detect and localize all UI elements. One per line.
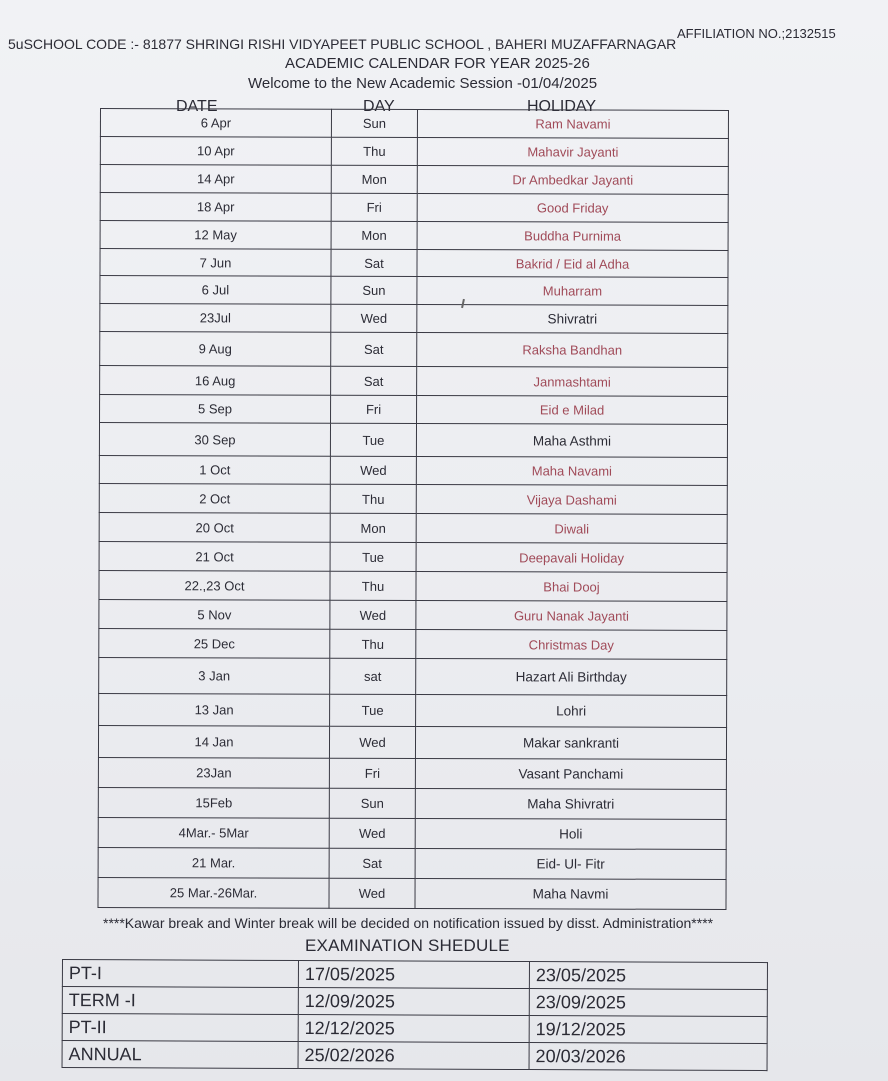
holiday-row xyxy=(99,693,727,727)
holiday-day-cell: Thu xyxy=(330,571,416,600)
holiday-day-cell: Wed xyxy=(330,456,416,484)
holiday-holiday-cell: Good Friday xyxy=(417,193,728,222)
holiday-day-cell: Thu xyxy=(330,484,416,513)
holiday-holiday-cell: Maha Navmi xyxy=(415,878,726,909)
holiday-row xyxy=(99,570,727,601)
holiday-row xyxy=(99,512,727,543)
holiday-holiday-cell: Raksha Bandhan xyxy=(417,332,728,367)
holiday-holiday-cell: Vasant Panchami xyxy=(415,758,726,789)
holiday-holiday-cell: Holi xyxy=(415,818,726,849)
holiday-holiday-cell: Bhai Dooj xyxy=(416,571,727,601)
holiday-day-cell: sat xyxy=(330,658,416,694)
holiday-holiday-cell: Eid- Ul- Fitr xyxy=(415,848,726,879)
calendar-title: ACADEMIC CALENDAR FOR YEAR 2025-26 xyxy=(285,55,590,72)
exam-start-cell: 17/05/2025 xyxy=(298,961,529,989)
holiday-day-cell: Tue xyxy=(330,423,416,456)
holiday-row xyxy=(98,817,726,849)
holiday-day-cell: Thu xyxy=(330,629,416,658)
holiday-day-cell: Tue xyxy=(330,694,416,726)
exam-row xyxy=(62,1041,767,1071)
exam-row xyxy=(62,1014,767,1044)
affiliation-number: AFFILIATION NO.;2132515 xyxy=(677,26,836,41)
holiday-row xyxy=(100,109,728,139)
holiday-holiday-cell: Christmas Day xyxy=(416,629,727,659)
holiday-row xyxy=(99,455,727,485)
holiday-row xyxy=(99,483,727,514)
holiday-row xyxy=(99,423,727,458)
holiday-holiday-cell: Mahavir Jayanti xyxy=(417,137,728,166)
holiday-holiday-cell: Dr Ambedkar Jayanti xyxy=(417,165,728,194)
break-note: ****Kawar break and Winter break will be decided on notification issued by disst. Administration**** xyxy=(103,915,714,931)
holiday-row xyxy=(100,395,728,425)
holiday-holiday-cell: Bakrid / Eid al Adha xyxy=(417,249,728,277)
exam-start-cell: 25/02/2026 xyxy=(298,1042,529,1070)
holiday-holiday-cell: Maha Navami xyxy=(416,456,727,485)
holiday-holiday-cell: Guru Nanak Jayanti xyxy=(416,600,727,630)
holiday-row xyxy=(100,221,728,251)
holiday-day-cell: Sat xyxy=(331,366,417,395)
holiday-date-cell: 18 Apr xyxy=(100,193,331,222)
holiday-row xyxy=(100,165,728,195)
holiday-row xyxy=(100,304,728,334)
holiday-holiday-cell: Deepavali Holiday xyxy=(416,542,727,572)
holiday-day-cell: Wed xyxy=(331,304,417,332)
holiday-date-cell: 3 Jan xyxy=(99,657,330,694)
exam-start-cell: 12/12/2025 xyxy=(298,1015,529,1043)
school-code-line: 5uSCHOOL CODE :- 81877 SHRINGI RISHI VIDYAPEET PUBLIC SCHOOL , BAHERI MUZAFFARNAGAR xyxy=(8,36,677,52)
holiday-date-cell: 25 Mar.-26Mar. xyxy=(98,877,329,908)
exam-schedule-table xyxy=(62,959,768,1071)
holiday-day-cell: Sat xyxy=(331,332,417,366)
column-header-date: DATE xyxy=(176,98,218,115)
holiday-row xyxy=(100,249,728,278)
holiday-day-cell: Sun xyxy=(331,109,417,137)
holiday-row xyxy=(98,847,726,879)
holiday-date-cell: 23Jul xyxy=(100,304,331,333)
holiday-holiday-cell: Eid e Milad xyxy=(417,395,728,424)
holiday-date-cell: 12 May xyxy=(100,221,331,250)
holiday-date-cell: 16 Aug xyxy=(100,366,331,396)
column-header-day: DAY xyxy=(363,98,395,115)
holiday-holiday-cell: Hazart Ali Birthday xyxy=(416,658,727,695)
holiday-date-cell: 5 Nov xyxy=(99,599,330,629)
holiday-table xyxy=(97,108,729,910)
holiday-row xyxy=(98,787,726,819)
holiday-date-cell: 30 Sep xyxy=(99,423,330,457)
exam-row xyxy=(62,960,767,990)
holiday-holiday-cell: Lohri xyxy=(416,694,727,727)
holiday-date-cell: 6 Apr xyxy=(100,109,331,138)
holiday-row xyxy=(100,332,728,368)
holiday-day-cell: Mon xyxy=(331,221,417,249)
holiday-date-cell: 7 Jun xyxy=(100,249,331,277)
holiday-holiday-cell: Buddha Purnima xyxy=(417,221,728,250)
holiday-row xyxy=(100,366,728,397)
holiday-date-cell: 14 Apr xyxy=(100,165,331,194)
holiday-date-cell: 6 Jul xyxy=(100,276,331,305)
holiday-day-cell: Tue xyxy=(330,542,416,571)
holiday-day-cell: Wed xyxy=(329,726,415,758)
holiday-day-cell: Mon xyxy=(330,513,416,542)
holiday-date-cell: 25 Dec xyxy=(99,628,330,658)
holiday-holiday-cell: Janmashtami xyxy=(417,366,728,396)
holiday-day-cell: Fri xyxy=(329,758,415,788)
holiday-day-cell: Wed xyxy=(329,818,415,848)
holiday-date-cell: 15Feb xyxy=(98,787,329,818)
holiday-date-cell: 9 Aug xyxy=(100,332,331,367)
holiday-date-cell: 21 Mar. xyxy=(98,847,329,878)
holiday-row xyxy=(100,137,728,167)
holiday-row xyxy=(100,193,728,223)
holiday-row xyxy=(98,877,726,909)
holiday-holiday-cell: Ram Navami xyxy=(417,109,728,138)
exam-start-cell: 12/09/2025 xyxy=(298,988,529,1016)
holiday-date-cell: 5 Sep xyxy=(100,395,331,424)
holiday-holiday-cell: Makar sankranti xyxy=(415,726,726,759)
holiday-holiday-cell: Muharram xyxy=(417,276,728,305)
holiday-holiday-cell: Diwali xyxy=(416,513,727,543)
holiday-date-cell: 10 Apr xyxy=(100,137,331,166)
holiday-holiday-cell: Maha Shivratri xyxy=(415,788,726,819)
exam-end-cell: 23/09/2025 xyxy=(529,989,767,1017)
welcome-line: Welcome to the New Academic Session -01/04/2025 xyxy=(248,75,598,92)
exam-name-cell: PT-II xyxy=(62,1014,298,1042)
exam-name-cell: PT-I xyxy=(62,960,298,988)
holiday-row xyxy=(99,541,727,572)
holiday-date-cell: 14 Jan xyxy=(98,725,329,758)
holiday-holiday-cell: Vijaya Dashami xyxy=(416,484,727,514)
holiday-holiday-cell: Shivratri xyxy=(417,304,728,333)
exam-row xyxy=(62,987,767,1017)
holiday-row xyxy=(100,276,728,306)
holiday-date-cell: 21 Oct xyxy=(99,541,330,571)
holiday-row xyxy=(99,599,727,630)
holiday-day-cell: Wed xyxy=(329,878,415,908)
holiday-row xyxy=(98,725,726,759)
exam-end-cell: 20/03/2026 xyxy=(529,1043,767,1071)
exam-name-cell: TERM -I xyxy=(62,987,298,1015)
holiday-date-cell: 4Mar.- 5Mar xyxy=(98,817,329,848)
holiday-day-cell: Thu xyxy=(331,137,417,165)
holiday-holiday-cell: Maha Asthmi xyxy=(416,423,727,457)
column-header-holiday: HOLIDAY xyxy=(527,98,597,115)
holiday-row xyxy=(98,757,726,789)
holiday-row xyxy=(99,628,727,659)
holiday-date-cell: 20 Oct xyxy=(99,512,330,542)
holiday-row xyxy=(99,657,727,695)
holiday-date-cell: 23Jan xyxy=(98,757,329,788)
holiday-day-cell: Sat xyxy=(329,848,415,878)
holiday-day-cell: Fri xyxy=(331,193,417,221)
holiday-day-cell: Wed xyxy=(330,600,416,629)
holiday-day-cell: Sun xyxy=(329,788,415,818)
exam-schedule-title: EXAMINATION SHEDULE xyxy=(305,936,510,955)
holiday-day-cell: Mon xyxy=(331,165,417,193)
holiday-date-cell: 22.,23 Oct xyxy=(99,570,330,600)
holiday-day-cell: Sun xyxy=(331,276,417,304)
holiday-date-cell: 1 Oct xyxy=(99,455,330,484)
holiday-day-cell: Sat xyxy=(331,249,417,276)
holiday-date-cell: 2 Oct xyxy=(99,483,330,513)
holiday-day-cell: Fri xyxy=(331,395,417,423)
exam-name-cell: ANNUAL xyxy=(62,1041,298,1069)
exam-end-cell: 23/05/2025 xyxy=(529,962,767,990)
holiday-date-cell: 13 Jan xyxy=(99,693,330,726)
exam-end-cell: 19/12/2025 xyxy=(529,1016,767,1044)
